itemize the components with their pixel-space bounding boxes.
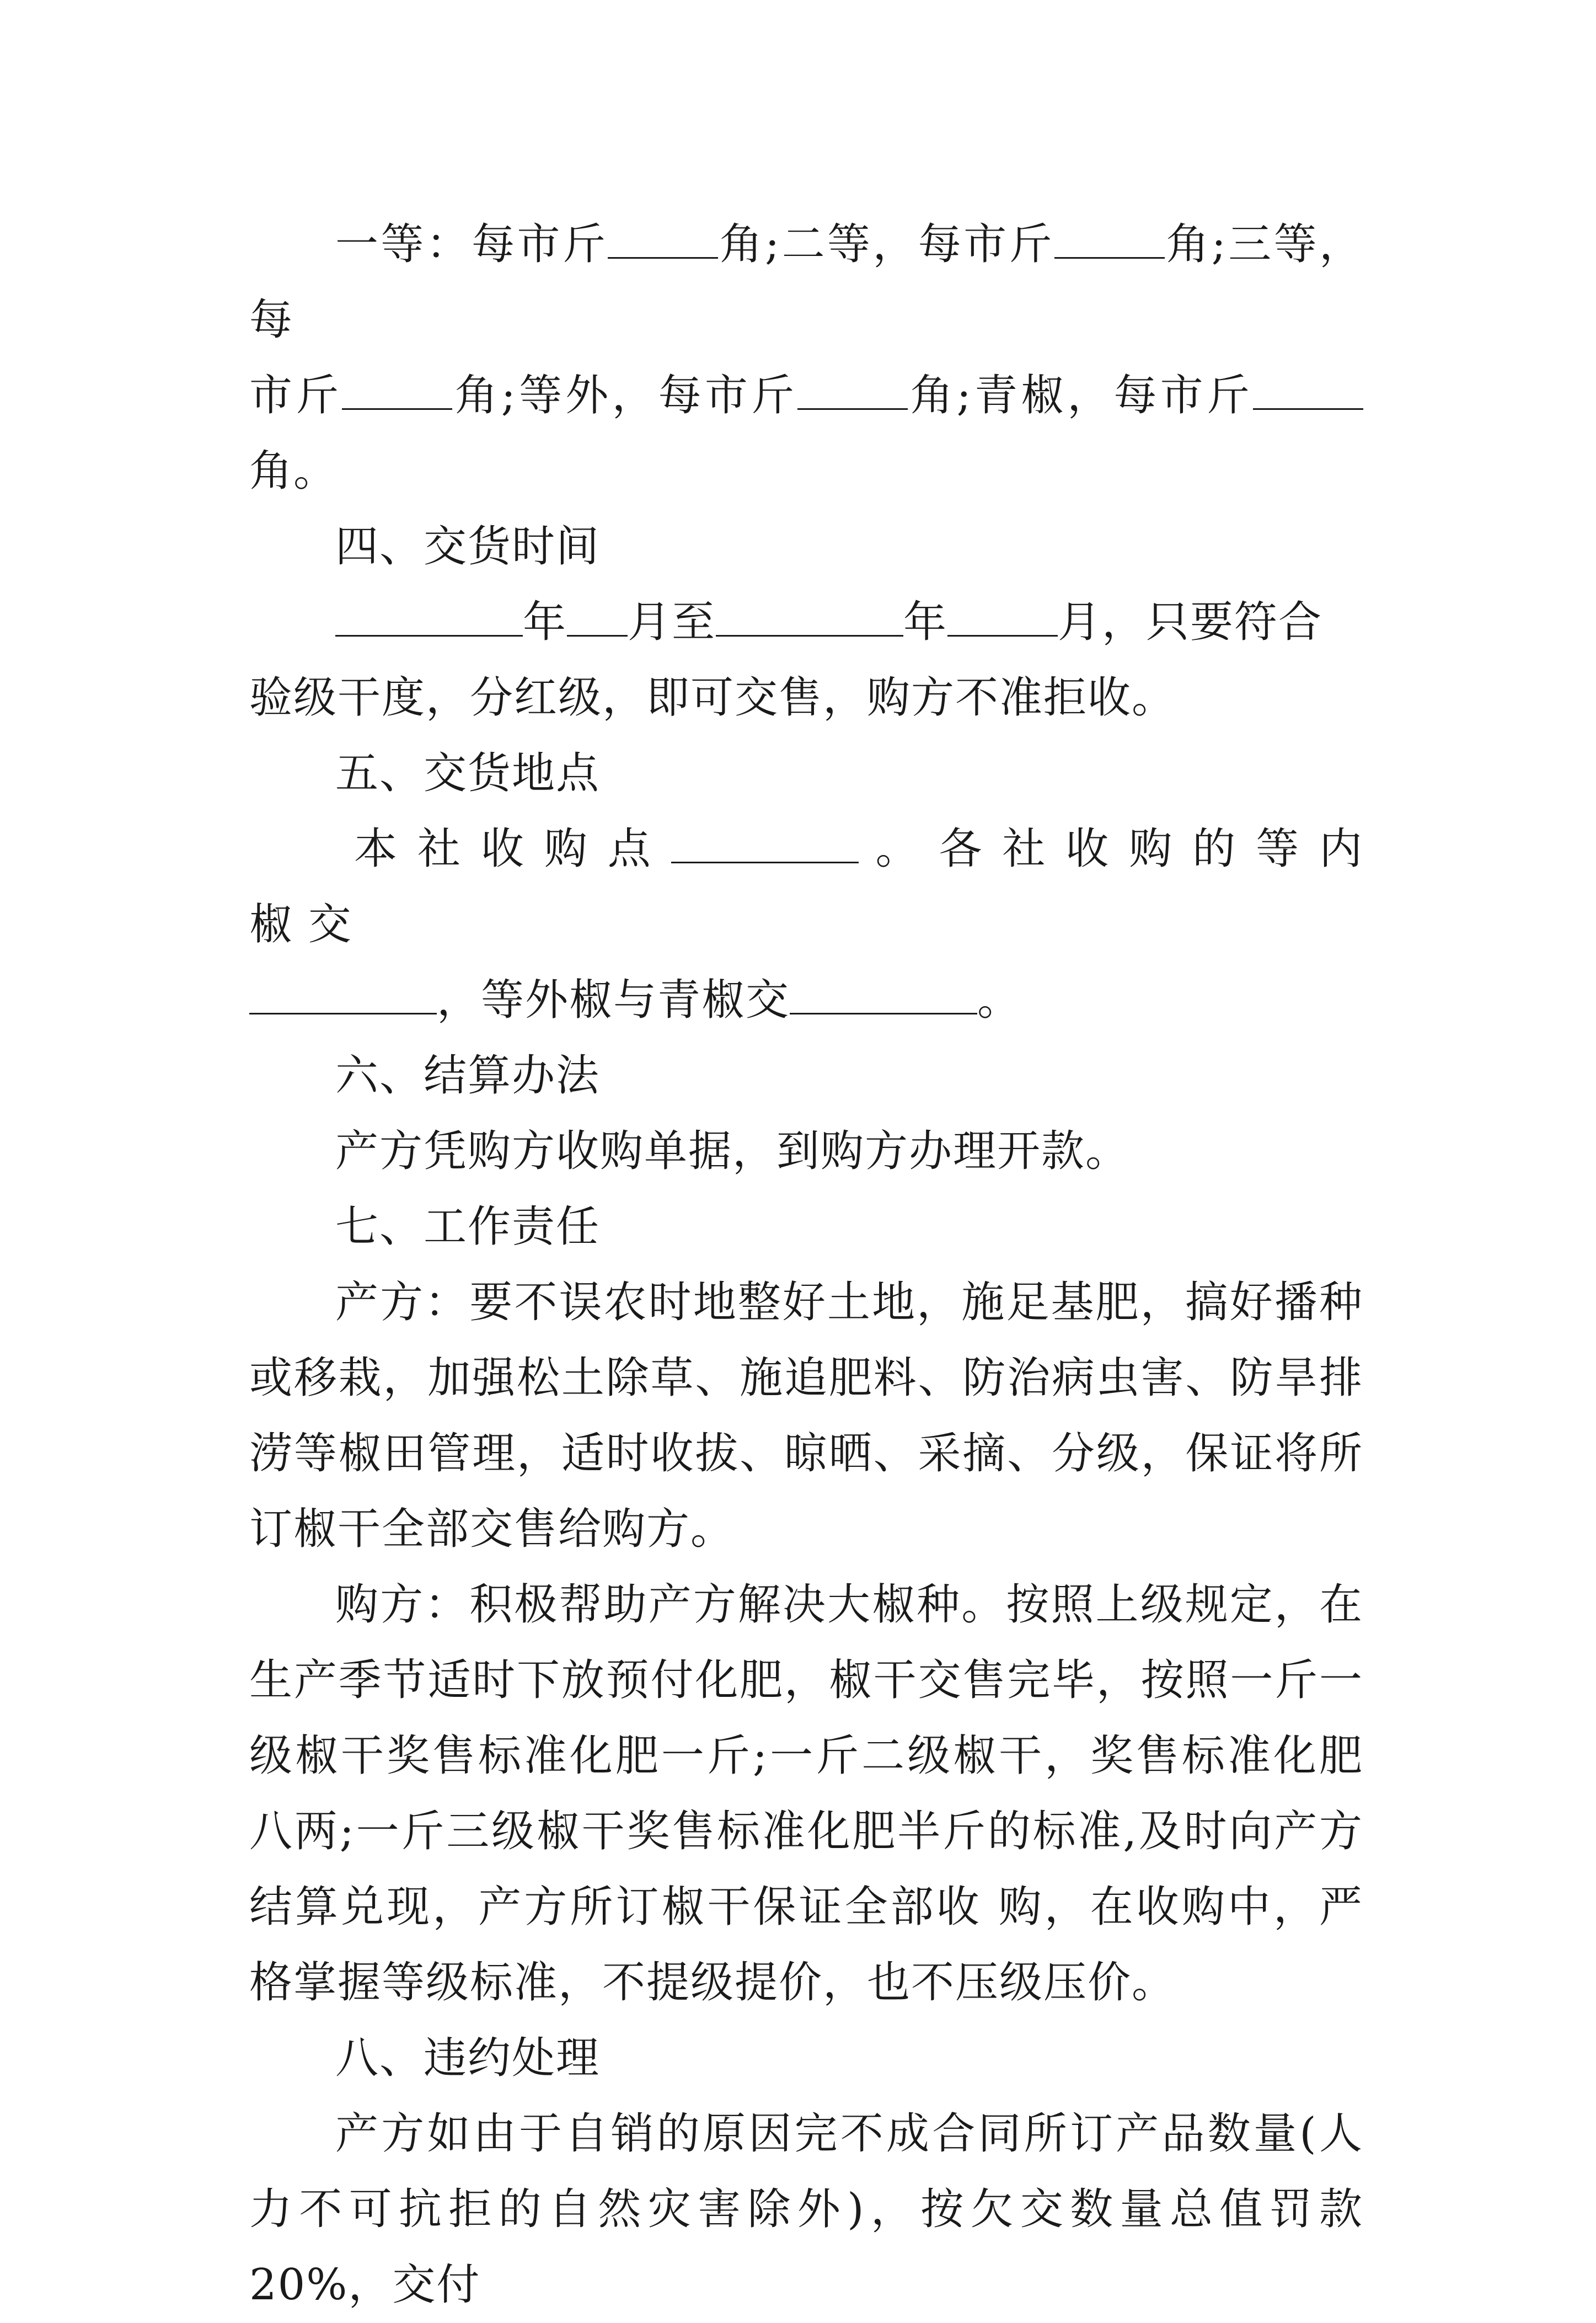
blank-field[interactable] [249,974,437,1014]
delivery-place-line-1 [249,811,1363,963]
delivery-text-end: 。 [977,975,1022,1025]
price-text-end: 角。 [249,446,338,496]
purchase-point-label: 本 社 收 购 点 [354,824,654,874]
section-heading-delivery-place: 五、交货地点 [335,749,601,798]
price-green-label: 角;青椒，每市斤 [908,371,1253,420]
blank-field[interactable] [608,218,718,259]
delivery-time-line [249,585,1363,660]
section-heading-delivery-time: 四、交货时间 [335,522,601,572]
section-heading-settlement: 六、结算办法 [335,1051,601,1101]
price-grade1-label: 一等：每市斤 [335,220,608,269]
blank-field[interactable] [716,596,903,637]
section-heading-responsibility: 七、工作责任 [335,1202,601,1252]
year-label: 年 [523,597,567,647]
blank-field[interactable] [947,596,1058,637]
blank-field[interactable] [1054,218,1165,259]
producer-responsibility-text: 产方：要不误农时地整好土地，施足基肥，搞好播种或移栽，加强松土除草、施追肥料、防治病虫害、防旱排涝等椒田管理，适时收拔、晾晒、采摘、分级，保证将所订椒干全部交售给购方。 [249,1278,1363,1554]
settlement-text: 产方凭购方收购单据，到购方办理开款。 [335,1126,1130,1176]
price-line-1 [249,207,1363,358]
blank-field[interactable] [671,823,859,863]
blank-field[interactable] [790,974,977,1014]
delivery-time-text: 验级干度，分红级，即可交售，购方不准拒收。 [249,673,1176,723]
delivery-text: 。 各 社 收 购 的 等 内 椒 交 [249,824,1364,949]
year-label: 年 [903,597,948,647]
price-substandard-label: 角;等外，每市斤 [452,371,798,420]
blank-field[interactable] [335,596,523,637]
blank-field[interactable] [567,596,628,637]
delivery-place-line-2 [249,963,1363,1038]
price-grade3-label: 角;三等，每 [249,220,1363,345]
document-page [249,207,1363,2323]
month-label: 月至 [628,597,716,647]
delivery-text: ，等外椒与青椒交 [437,975,790,1025]
buyer-responsibility-text: 购方：积极帮助产方解决大椒种。按照上级规定，在生产季节适时下放预付化肥，椒干交售完毕，按照一斤一级椒干奖售标准化肥一斤;一斤二级椒干，奖售标准化肥八两;一斤三级椒干奖售标准化肥半斤的标准,及时向产方结算兑现，产方所订椒干保证全部收 购，在收购中，严格掌握等级标准，不提级提价，也不压级压价。 [249,1580,1363,2007]
price-text: 市斤 [249,371,342,420]
month-label: 月，只要符合 [1058,597,1323,647]
breach-text: 产方如由于自销的原因完不成合同所订产品数量(人力不可抗拒的自然灾害除外)，按欠交数量总值罚款 20%，交付 [249,2109,1363,2310]
price-line-2 [249,358,1363,509]
blank-field[interactable] [797,370,908,410]
blank-field[interactable] [1253,370,1363,410]
blank-field[interactable] [342,370,452,410]
price-grade2-label: 角;二等，每市斤 [718,220,1054,269]
section-heading-breach: 八、违约处理 [335,2033,601,2083]
